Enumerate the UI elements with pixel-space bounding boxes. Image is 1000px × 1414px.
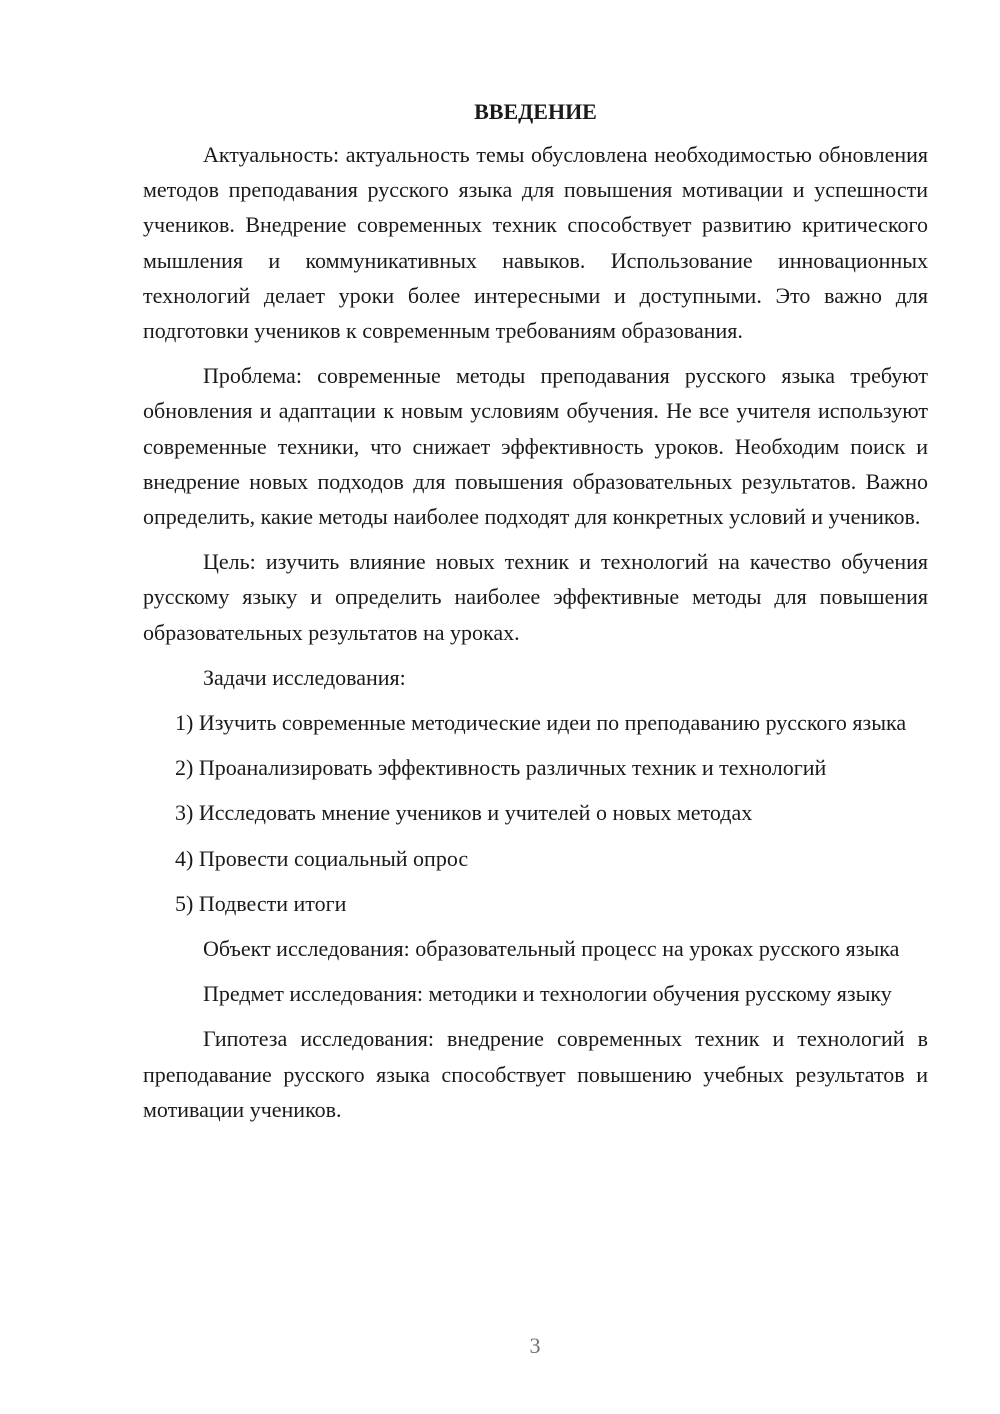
task-item-2: 2) Проанализировать эффективность различных техник и технологий [175,755,827,781]
subject-paragraph: Предмет исследования: методики и технологии обучения русскому языку [203,981,892,1007]
document-page [143,94,928,1127]
task-item-1: 1) Изучить современные методические идеи по преподаванию русского языка [175,710,907,736]
hypothesis-paragraph: Гипотеза исследования: внедрение современных техник и технологий в преподавание русского языка способствует повышению учебных результатов и мотивации учеников. [143,1026,928,1122]
object-paragraph: Объект исследования: образовательный процесс на уроках русского языка [203,936,900,962]
goal-paragraph: Цель: изучить влияние новых техник и технологий на качество обучения русскому языку и определить наиболее эффективные методы для повышения образовательных результатов на уроках. [143,549,928,645]
document-title: ВВЕДЕНИЕ [474,99,597,124]
relevance-paragraph: Актуальность: актуальность темы обусловлена необходимостью обновления методов преподавания русского языка для повышения мотивации и успешности учеников. Внедрение современных техник способствует развитию критического мышления и коммуникативных навыков. Использование инновационных технологий делает уроки более интересными и доступными. Это важно для подготовки учеников к современным требованиям образования. [143,142,928,344]
tasks-heading: Задачи исследования: [203,664,406,690]
task-item-5: 5) Подвести итоги [175,890,347,916]
task-item-4: 4) Провести социальный опрос [175,845,469,871]
task-item-3: 3) Исследовать мнение учеников и учителей о новых методах [175,800,753,826]
page-number: 3 [529,1333,541,1358]
problem-paragraph: Проблема: современные методы преподавания русского языка требуют обновления и адаптации к новым условиям обучения. Не все учителя используют современные техники, что снижает эффективность уроков. Необходим поиск и внедрение новых подходов для повышения образовательных результатов. Важно определить, какие методы наиболее подходят для конкретных условий и учеников. [143,363,928,530]
